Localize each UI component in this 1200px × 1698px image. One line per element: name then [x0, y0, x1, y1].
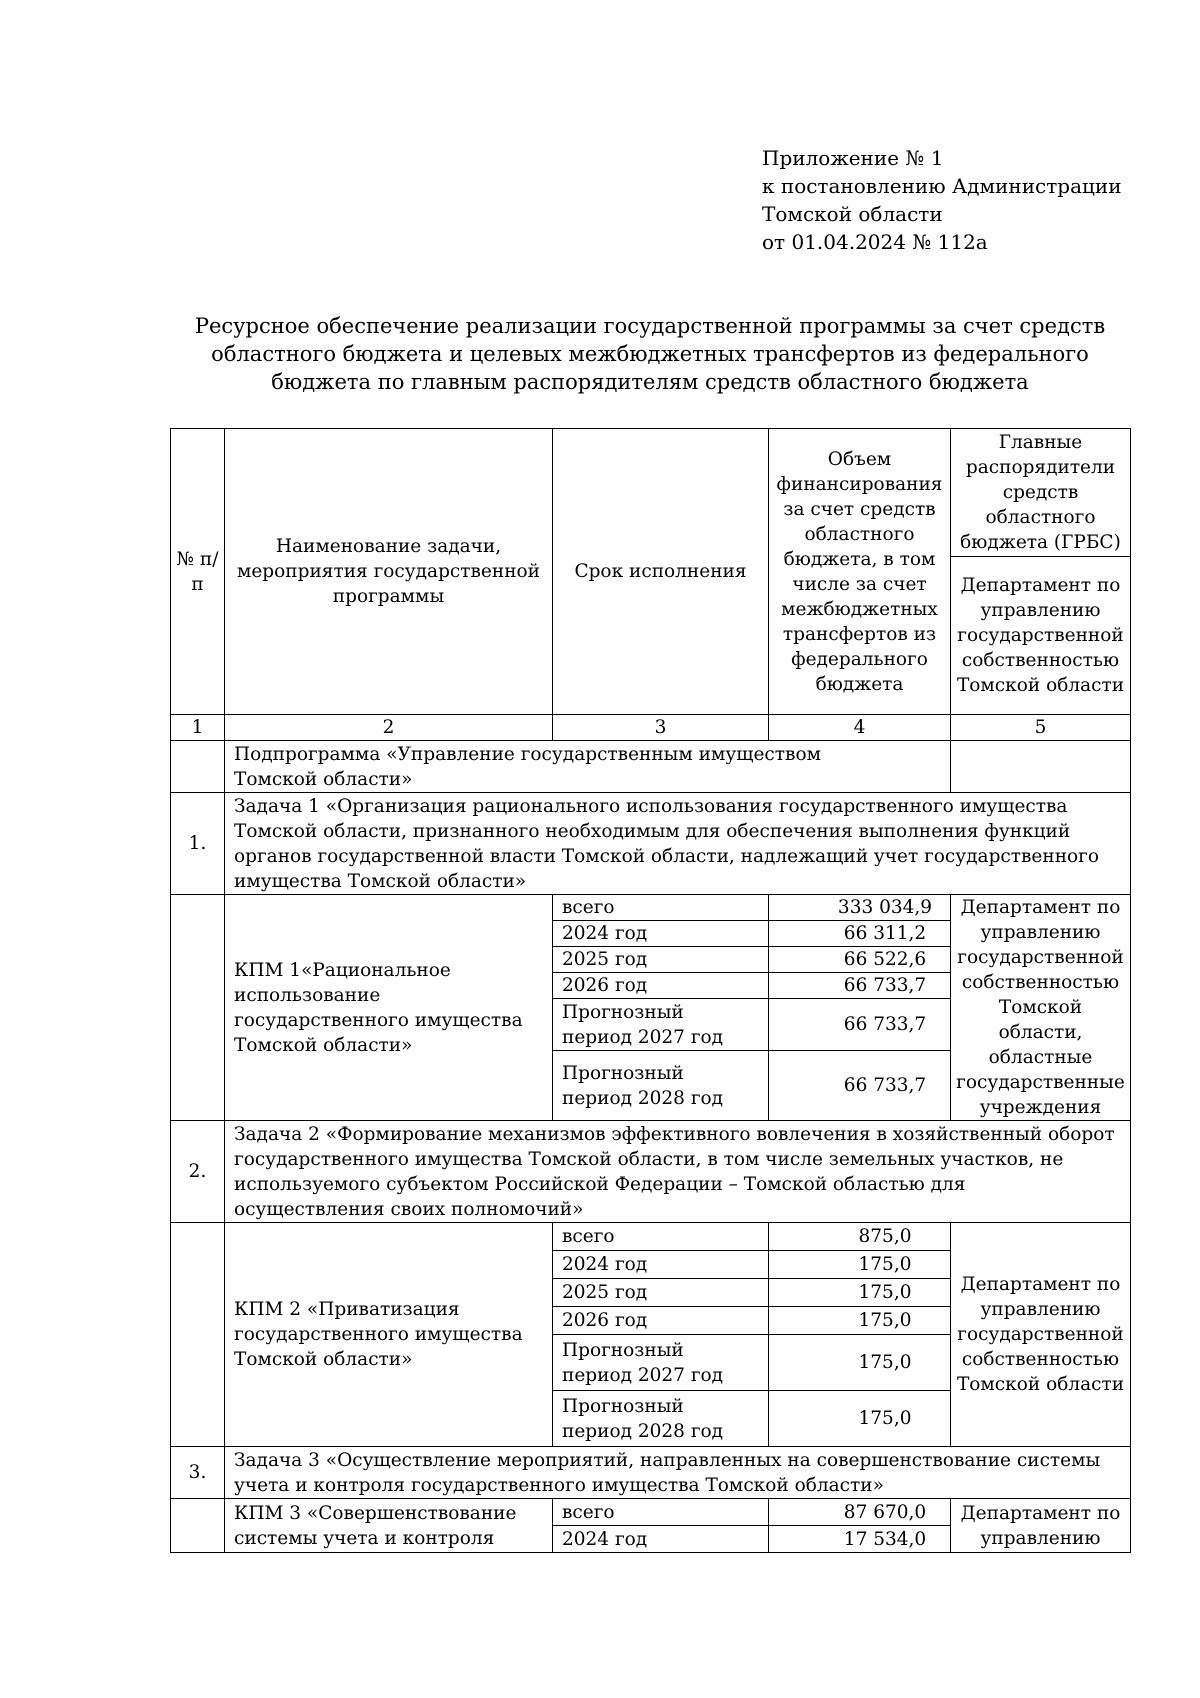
header-row — [171, 429, 1131, 557]
kpm-3-name: КПМ 3 «Совершенствование системы учета и контроля — [225, 1499, 553, 1553]
annex-line-1: Приложение № 1 — [762, 146, 944, 170]
title-line-2: областного бюджета и целевых межбюджетных трансфертов из федерального — [211, 342, 1089, 366]
kpm-2-value: 175,0 — [769, 1391, 951, 1447]
kpm-2-term: 2024 год — [553, 1251, 769, 1279]
annex-line-3: Томской области — [762, 202, 943, 226]
annex-block — [762, 144, 1122, 256]
subprogram-text: Подпрограмма «Управление государственным имуществом Томской области» — [225, 741, 951, 793]
title-line-1: Ресурсное обеспечение реализации государственной программы за счет средств — [194, 314, 1106, 338]
kpm-2-term: 2026 год — [553, 1307, 769, 1335]
col-number-1: 1 — [171, 715, 225, 741]
header-grbs: Главные распорядители средств областного бюджета (ГРБС) — [951, 429, 1131, 557]
annex-line-2: к постановлению Администрации — [762, 174, 1122, 198]
kpm-3-responsible: Департамент по управлению — [951, 1499, 1131, 1553]
kpm-1-name: КПМ 1«Рациональное использование государственного имущества Томской области» — [225, 895, 553, 1121]
task-2-text: Задача 2 «Формирование механизмов эффективного вовлечения в хозяйственный оборот государственного имущества Томской области, в том числе земельных участков, не используемого субъектом Российской Федерации – Томской областью для осуществления своих полномочий» — [225, 1121, 1131, 1223]
kpm-1-value: 333 034,9 — [769, 895, 951, 921]
kpm-2-value: 175,0 — [769, 1307, 951, 1335]
task-3-row — [171, 1447, 1131, 1499]
column-numbers-row — [171, 715, 1131, 741]
task-1-num: 1. — [171, 793, 225, 895]
header-volume: Объем финансирования за счет средств областного бюджета, в том числе за счет межбюджетных трансфертов из федерального бюджета — [769, 429, 951, 715]
kpm-1-value: 66 733,7 — [769, 999, 951, 1051]
subprogram-grbs — [951, 741, 1131, 793]
annex-line-4: от 01.04.2024 № 112а — [762, 230, 988, 254]
kpm-1-term: всего — [553, 895, 769, 921]
kpm-3-value: 17 534,0 — [769, 1526, 951, 1553]
header-name: Наименование задачи, мероприятия государственной программы — [225, 429, 553, 715]
kpm-1-term: 2025 год — [553, 947, 769, 973]
kpm-1-value: 66 311,2 — [769, 921, 951, 947]
subprogram-row — [171, 741, 1131, 793]
kpm-2-term: Прогнозный период 2027 год — [553, 1335, 769, 1391]
kpm-1-row — [171, 895, 1131, 921]
kpm-2-name: КПМ 2 «Приватизация государственного имущества Томской области» — [225, 1223, 553, 1447]
col-number-3: 3 — [553, 715, 769, 741]
col-number-2: 2 — [225, 715, 553, 741]
kpm-1-value: 66 522,6 — [769, 947, 951, 973]
subprogram-num — [171, 741, 225, 793]
kpm-3-term: 2024 год — [553, 1526, 769, 1553]
resource-table — [170, 428, 1131, 1553]
header-num: № п/п — [171, 429, 225, 715]
kpm-2-row — [171, 1223, 1131, 1251]
kpm-2-term: всего — [553, 1223, 769, 1251]
task-2-row — [171, 1121, 1131, 1223]
kpm-2-value: 875,0 — [769, 1223, 951, 1251]
kpm-1-value: 66 733,7 — [769, 973, 951, 999]
title-line-3: бюджета по главным распорядителям средств областного бюджета — [271, 370, 1029, 394]
kpm-1-term: 2024 год — [553, 921, 769, 947]
document-title — [170, 312, 1130, 396]
kpm-1-responsible: Департамент по управлению государственной собственностью Томской области, областные государственные учреждения — [951, 895, 1131, 1121]
kpm-2-responsible: Департамент по управлению государственной собственностью Томской области — [951, 1223, 1131, 1447]
kpm-2-value: 175,0 — [769, 1251, 951, 1279]
kpm-3-row — [171, 1499, 1131, 1526]
kpm-1-term: 2026 год — [553, 973, 769, 999]
task-3-num: 3. — [171, 1447, 225, 1499]
kpm-2-value: 175,0 — [769, 1335, 951, 1391]
kpm-3-term: всего — [553, 1499, 769, 1526]
kpm-1-value: 66 733,7 — [769, 1051, 951, 1121]
task-1-row — [171, 793, 1131, 895]
col-number-4: 4 — [769, 715, 951, 741]
header-term: Срок исполнения — [553, 429, 769, 715]
kpm-1-num — [171, 895, 225, 1121]
kpm-3-value: 87 670,0 — [769, 1499, 951, 1526]
kpm-1-term: Прогнозный период 2027 год — [553, 999, 769, 1051]
task-2-num: 2. — [171, 1121, 225, 1223]
kpm-2-term: 2025 год — [553, 1279, 769, 1307]
task-1-text: Задача 1 «Организация рационального использования государственного имущества Томской области, признанного необходимым для обеспечения выполнения функций органов государственной власти Томской области, надлежащий учет государственного имущества Томской области» — [225, 793, 1131, 895]
header-grbs-dept: Департамент по управлению государственной собственностью Томской области — [951, 557, 1131, 715]
kpm-2-num — [171, 1223, 225, 1447]
kpm-1-term: Прогнозный период 2028 год — [553, 1051, 769, 1121]
kpm-2-term: Прогнозный период 2028 год — [553, 1391, 769, 1447]
kpm-2-value: 175,0 — [769, 1279, 951, 1307]
kpm-3-num — [171, 1499, 225, 1553]
col-number-5: 5 — [951, 715, 1131, 741]
task-3-text: Задача 3 «Осуществление мероприятий, направленных на совершенствование системы учета и контроля государственного имущества Томской области» — [225, 1447, 1131, 1499]
